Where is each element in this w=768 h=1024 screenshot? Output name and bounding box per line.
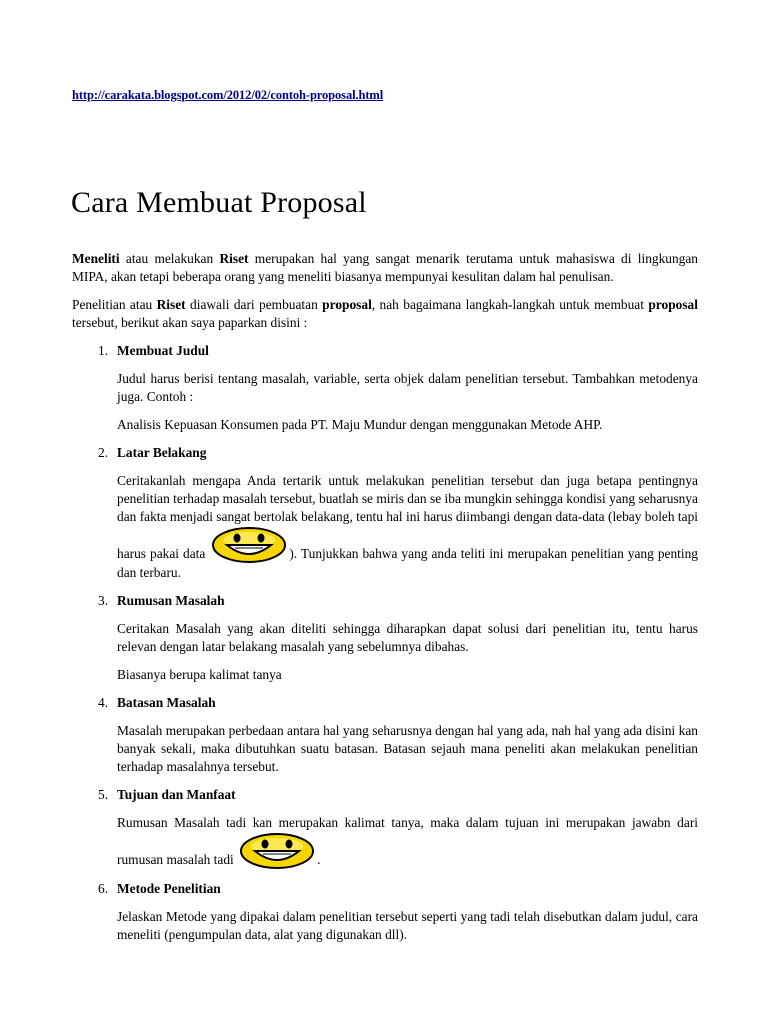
item-number: 4. (98, 695, 109, 710)
item-paragraph: Jelaskan Metode yang dipakai dalam penelitian tersebut seperti yang tadi telah disebutkan dalam judul, cara meneliti (pengumpulan data, alat yang digunakan dll). (117, 909, 698, 942)
item-title: Metode Penelitian (117, 881, 221, 896)
item-paragraph: Biasanya berupa kalimat tanya (117, 667, 282, 682)
smiley-icon (209, 526, 289, 564)
item-number: 5. (98, 787, 109, 802)
intro-paragraph-1: Meneliti atau melakukan Riset merupakan hal yang sangat menarik terutama untuk mahasiswa di lingkungan MIPA, akan tetapi beberapa orang yang meneliti biasanya mempunyai kesulitan dalam hal penulisan. (72, 251, 698, 284)
steps-list (72, 342, 698, 944)
item-paragraph: Rumusan Masalah tadi kan merupakan kalimat tanya, maka dalam tujuan ini merupakan jawabn dari rumusan masalah tadi . (117, 814, 698, 870)
list-item (72, 444, 698, 582)
intro-paragraph-2: Penelitian atau Riset diawali dari pembuatan proposal, nah bagaimana langkah-langkah untuk membuat proposal tersebut, berikut akan saya paparkan disini : (72, 297, 698, 330)
item-number: 2. (98, 445, 109, 460)
item-paragraph: Ceritakan Masalah yang akan diteliti sehingga diharapkan dapat solusi dari penelitian itu, tentu harus relevan dengan latar belakang masalah yang sebelumnya dibahas. (117, 621, 698, 654)
list-item (72, 592, 698, 684)
item-paragraph: Ceritakanlah mengapa Anda tertarik untuk melakukan penelitian tersebut dan juga betapa pentingnya penelitian terhadap masalah tersebut, buatlah se miris dan se iba mungkin sehingga kondisi yang seharusnya dan fakta menjadi sangat bertolak belakang, tentu hal ini harus diimbangi dengan data-data (lebay boleh tapi harus pakai data ). Tunjukkan bahwa yang anda teliti ini merupakan penelitian yang penting dan terbaru. (117, 473, 698, 580)
bold-term: Meneliti (72, 251, 120, 266)
item-title: Latar Belakang (117, 445, 207, 460)
item-paragraph: Judul harus berisi tentang masalah, variable, serta objek dalam penelitian tersebut. Tambahkan metodenya juga. Contoh : (117, 371, 698, 404)
item-title: Rumusan Masalah (117, 593, 225, 608)
item-title: Batasan Masalah (117, 695, 216, 710)
list-item (72, 342, 698, 434)
list-item (72, 880, 698, 944)
bold-term: Riset (156, 297, 186, 312)
item-title: Tujuan dan Manfaat (117, 787, 236, 802)
list-item (72, 786, 698, 870)
item-number: 3. (98, 593, 109, 608)
list-item (72, 694, 698, 776)
item-number: 6. (98, 881, 109, 896)
document-body (72, 250, 698, 954)
item-title: Membuat Judul (117, 343, 209, 358)
page-title: Cara Membuat Proposal (71, 186, 367, 219)
smiley-icon (237, 832, 317, 870)
item-paragraph: Masalah merupakan perbedaan antara hal yang seharusnya dengan hal yang ada, nah hal yang ada disini kan banyak sekali, maka dibutuhkan suatu batasan. Batasan sejauh mana peneliti akan melakukan penelitian terhadap masalahnya tersebut. (117, 723, 698, 774)
item-paragraph: Analisis Kepuasan Konsumen pada PT. Maju Mundur dengan menggunakan Metode AHP. (117, 417, 603, 432)
item-number: 1. (98, 343, 109, 358)
source-link[interactable]: http://carakata.blogspot.com/2012/02/contoh-proposal.html (72, 88, 384, 102)
bold-term: proposal (322, 297, 372, 312)
bold-term: Riset (219, 251, 249, 266)
bold-term: proposal (648, 297, 698, 312)
